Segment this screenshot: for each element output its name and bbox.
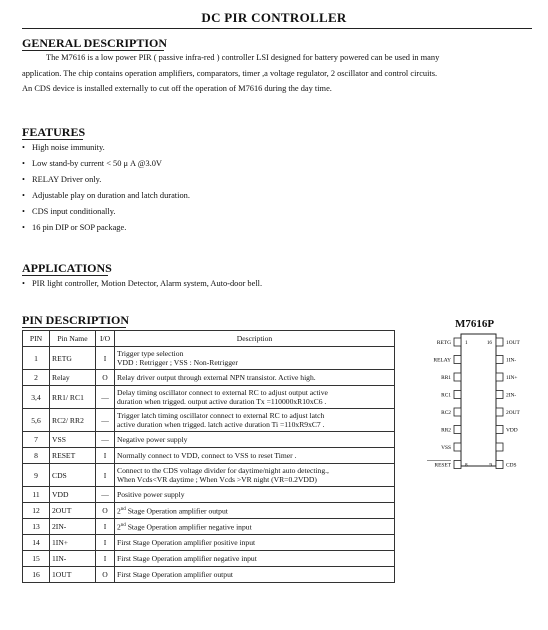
chip-pin-number: 1	[465, 340, 468, 346]
table-row: 8 RESET I Normally connect to VDD, connect to VSS to reset Timer .	[23, 448, 395, 464]
applications-heading: APPLICATIONS	[22, 261, 112, 275]
column-header-pin-name: Pin Name	[50, 331, 96, 347]
table-row: 13 2IN- I 2nd Stage Operation amplifier negative input	[23, 519, 395, 535]
table-row: 12 2OUT O 2nd Stage Operation amplifier output	[23, 503, 395, 519]
list-item: • Low stand-by current < 50 μ A @3.0V	[22, 159, 162, 168]
chip-pin-left	[454, 461, 461, 469]
chip-pin-label-left: RELAY	[433, 357, 451, 364]
chip-pin-number: 8	[465, 462, 468, 469]
list-item: • 16 pin DIP or SOP package.	[22, 223, 127, 232]
chip-pin-number: 9	[489, 462, 492, 469]
chip-pin-left	[454, 356, 461, 364]
table-row: 2 Relay O Relay driver output through external NPN transistor. Active high.	[23, 370, 395, 386]
table-row: 15 1IN- I First Stage Operation amplifier negative input	[23, 551, 395, 567]
chip-pin-left	[454, 373, 461, 381]
chip-pin-right	[496, 461, 503, 469]
general-line-1: The M7616 is a low power PIR ( passive infra-red ) controller LSI designed for battery powered can be used in many	[46, 53, 440, 62]
chip-pin-left	[454, 338, 461, 346]
chip-pin-label-left: RC2	[441, 410, 451, 416]
table-row: 9 CDS I Connect to the CDS voltage divider for daytime/night auto detecting., When Vcds<VR daytime ; When Vcds >VR night (VR=0.2VDD)	[23, 464, 395, 487]
column-header-io: I/O	[96, 331, 115, 347]
pin-description-heading: PIN DESCRIPTION	[22, 313, 130, 327]
chip-pin-label-left: RETG	[436, 340, 451, 346]
applications-list	[22, 276, 262, 292]
table-row: 14 1IN+ I First Stage Operation amplifier positive input	[23, 535, 395, 551]
table-row: 11 VDD — Positive power supply	[23, 487, 395, 503]
chip-pin-label-right: 2IN-	[506, 392, 517, 399]
general-line-3: An CDS device is installed externally to cut off the operation of M7616 during the day time.	[22, 84, 332, 93]
chip-pin-label-left: RR2	[441, 427, 451, 434]
list-item: • CDS input conditionally.	[22, 207, 116, 216]
chip-pin-right	[496, 408, 503, 416]
features-list	[22, 140, 190, 236]
page-title: DC PIR CONTROLLER	[201, 10, 347, 25]
chip-pin-right	[496, 338, 503, 346]
chip-body	[461, 334, 496, 466]
chip-pin-number: 16	[486, 340, 492, 346]
table-header-row	[23, 331, 395, 347]
table-row: 16 1OUT O First Stage Operation amplifier output	[23, 567, 395, 583]
chip-pin-left	[454, 391, 461, 399]
chip-pin-right	[496, 426, 503, 434]
list-item: • Adjustable play on duration and latch duration.	[22, 191, 190, 200]
chip-pin-right	[496, 391, 503, 399]
list-item: • PIR light controller, Motion Detector, Alarm system, Auto-door bell.	[22, 279, 263, 288]
chip-pin-right	[496, 356, 503, 364]
pin-description-underline	[22, 327, 126, 328]
chip-pin-label-right: 1IN+	[506, 375, 518, 381]
chip-pin-right	[496, 373, 503, 381]
general-description-heading: GENERAL DESCRIPTION	[22, 36, 168, 50]
chip-pin-left	[454, 426, 461, 434]
column-header-description: Description	[115, 331, 395, 347]
features-heading: FEATURES	[22, 125, 86, 139]
chip-pin-label-right: 2OUT	[506, 410, 520, 416]
pin-description-table	[22, 330, 395, 583]
table-row: 5,6 RC2/ RR2 — Trigger latch timing oscillator connect to external RC to adjust latch active duration when trigged. latch active duration Ti =110xR9xC7 .	[23, 409, 395, 432]
chip-name: M7616P	[455, 318, 495, 330]
chip-pin-label-left: VSS	[441, 445, 451, 451]
chip-pin-label-left: RESET	[434, 462, 451, 469]
chip-pin-label-right: VDD	[506, 427, 518, 434]
chip-pin-label-right: 1OUT	[506, 340, 520, 346]
general-description-text	[22, 50, 532, 97]
chip-pin-right	[496, 443, 503, 451]
column-header-pin: PIN	[23, 331, 50, 347]
chip-pin-left	[454, 443, 461, 451]
list-item: • High noise immunity.	[22, 143, 105, 152]
chip-pin-label-right: CDS	[506, 462, 517, 469]
chip-pin-label-left: RC1	[441, 392, 451, 399]
table-row: 1 RETG I Trigger type selection VDD : Retrigger ; VSS : Non-Retrigger	[23, 347, 395, 370]
table-row: 7 VSS — Negative power supply	[23, 432, 395, 448]
chip-pin-left	[454, 408, 461, 416]
chip-pin-label-right: 1IN-	[506, 357, 517, 364]
general-line-2: application. The chip contains operation amplifiers, comparators, timer ,a voltage regulator, 2 oscillator and control circuits.	[22, 68, 438, 78]
chip-pin-label-left: RR1	[441, 375, 451, 381]
title-rule	[22, 28, 532, 29]
table-row: 3,4 RR1/ RC1 — Delay timing oscillator connect to external RC to adjust output active duration when trigged. output active duration Tx =110000xR10xC6 .	[23, 386, 395, 409]
list-item: • RELAY Driver only.	[22, 175, 102, 184]
